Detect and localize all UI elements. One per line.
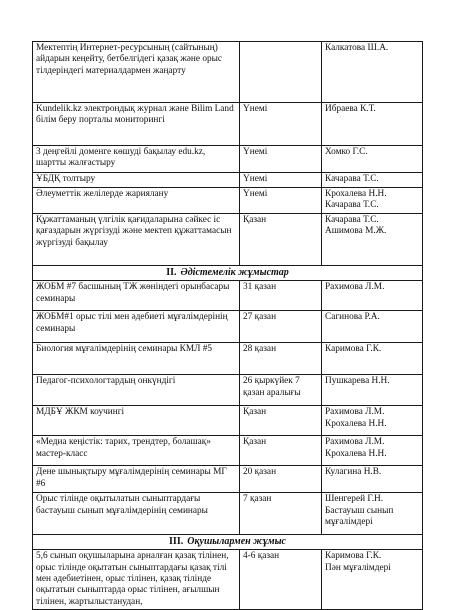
section-heading <box>33 266 423 281</box>
activity-cell: «Медиа кеңістік: тарих, трендтер, болашақ» мастер-класс <box>33 436 240 466</box>
responsible-cell: Сагинова Р.А. <box>322 311 423 343</box>
responsible-cell: Хомко Г.С. <box>322 146 423 173</box>
date-cell: 28 қазан <box>240 343 322 375</box>
responsible-cell: Рахимова Л.М. Крохалева Н.Н. <box>322 406 423 436</box>
activity-cell: Дене шынықтыру мұғалімдерінің семинары МГ #6 <box>33 466 240 493</box>
date-cell: 4-6 қазан <box>240 550 322 610</box>
responsible-cell: Ибраева К.Т. <box>322 103 423 146</box>
section-number: II. <box>166 267 177 278</box>
activity-cell: Kundelik.kz электрондық журнал және Bilim Land білім беру порталы мониторингі <box>33 103 240 146</box>
responsible-cell: Качарава Т.С. Ашимова М.Ж. <box>322 214 423 266</box>
responsible-cell: Шенгерей Г.Н. Бастауыш сынып мұғалімдері <box>322 493 423 535</box>
date-cell: Қазан <box>240 406 322 436</box>
responsible-cell: Кулагина Н.В. <box>322 466 423 493</box>
activity-cell: ҰБДҚ толтыру <box>33 173 240 188</box>
date-cell: Үнемі <box>240 188 322 214</box>
responsible-cell: Крохалева Н.Н. Качарава Т.С. <box>322 188 423 214</box>
table-row <box>33 343 423 375</box>
date-cell: 31 қазан <box>240 281 322 311</box>
section-title: Оқушылармен жұмыс <box>187 536 286 548</box>
table-row <box>33 466 423 493</box>
responsible-cell: Качарава Т.С. <box>322 173 423 188</box>
table-row <box>33 311 423 343</box>
responsible-cell: Каримова Г.К. Пән мұғалімдері <box>322 550 423 610</box>
table-row <box>33 173 423 188</box>
event-plan-body <box>33 42 423 610</box>
date-cell: Қазан <box>240 436 322 466</box>
section-number: III. <box>169 536 184 548</box>
table-row <box>33 436 423 466</box>
table-row <box>33 146 423 173</box>
section-title: Әдістемелік жұмыстар <box>180 267 289 278</box>
table-row <box>33 550 423 610</box>
activity-cell: Биология мұғалімдерінің семинары КМЛ #5 <box>33 343 240 375</box>
section-row <box>33 266 423 281</box>
date-cell: 20 қазан <box>240 466 322 493</box>
activity-cell: 3 деңгейлі доменге көшуді бақылау edu.kz, шартты жалғастыру <box>33 146 240 173</box>
activity-cell: Мектептің Интернет-ресурсының (сайтының) айдарын кеңейту, бетбелгідегі қазақ және орыс тілдеріндегі материалдармен жаңарту <box>33 42 240 103</box>
date-cell: Үнемі <box>240 173 322 188</box>
activity-cell: МДБҰ ЖКМ коучингі <box>33 406 240 436</box>
activity-cell: Орыс тілінде оқытылатын сыныптардағы бастауыш сынып мұғалімдерінің семинары <box>33 493 240 535</box>
responsible-cell: Пушкарева Н.Н. <box>322 375 423 406</box>
table-row <box>33 493 423 535</box>
table-row <box>33 103 423 146</box>
activity-cell: 5,6 сынып оқушыларына арналған қазақ тілінен, орыс тілінде оқытатын сыныптардағы қазақ тілі мен әдебиетінен, орыс тілінен, қазақ тілінде оқытатын сыныптарда орыс тілінен, ағылшын тілінен, жартылыстанудан, <box>33 550 240 610</box>
date-cell: Үнемі <box>240 103 322 146</box>
responsible-cell: Рахимова Л.М. <box>322 281 423 311</box>
section-heading <box>33 535 423 550</box>
activity-cell: ЖОБМ #7 басшының ТЖ жөніндегі орынбасары семинары <box>33 281 240 311</box>
table-row <box>33 281 423 311</box>
activity-cell: Педагог-психологтардың онкүндігі <box>33 375 240 406</box>
table-row <box>33 214 423 266</box>
date-cell: 26 қыркүйек 7 қазан аралығы <box>240 375 322 406</box>
event-plan-table <box>32 41 423 610</box>
responsible-cell: Калкатова Ш.А. <box>322 42 423 103</box>
responsible-cell: Рахимова Л.М. Крохалева Н.Н. <box>322 436 423 466</box>
table-row <box>33 42 423 103</box>
date-cell: 27 қазан <box>240 311 322 343</box>
section-row <box>33 535 423 550</box>
date-cell <box>240 42 322 103</box>
activity-cell: Құжаттаманың үлгілік қағидаларына сәйкес іс қағаздарын жүргізуді және мектеп құжаттамасын жүргізуді бақылау <box>33 214 240 266</box>
date-cell: 7 қазан <box>240 493 322 535</box>
responsible-cell: Каримова Г.К. <box>322 343 423 375</box>
date-cell: Қазан <box>240 214 322 266</box>
table-row <box>33 188 423 214</box>
table-row <box>33 406 423 436</box>
activity-cell: Әлеуметтік желілерде жариялану <box>33 188 240 214</box>
date-cell: Үнемі <box>240 146 322 173</box>
table-row <box>33 375 423 406</box>
activity-cell: ЖОБМ#1 орыс тілі мен әдебиеті мұғалімдерінің семинары <box>33 311 240 343</box>
